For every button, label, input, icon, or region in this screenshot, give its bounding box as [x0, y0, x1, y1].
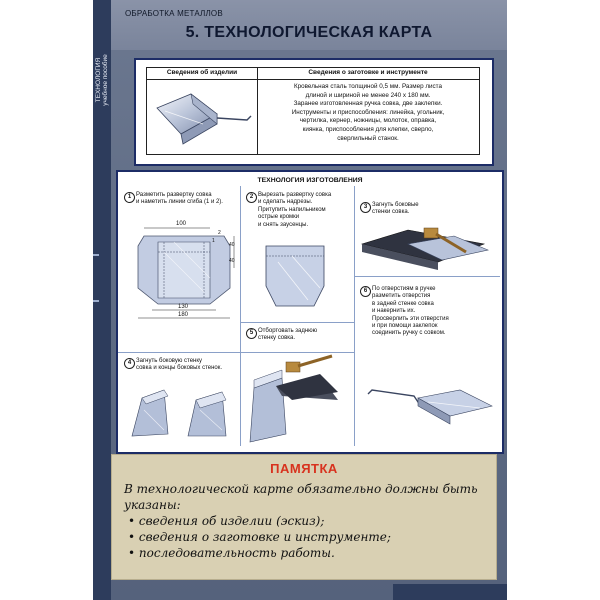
step-line: и наметить линии сгиба (1 и 2).	[136, 199, 223, 206]
poster	[93, 0, 507, 600]
memo-intro: В технологической карте обязательно должны быть указаны:	[124, 482, 478, 512]
fold-line-1: 1	[212, 238, 215, 244]
info-line: длиной и шириной не менее 240 x 180 мм.	[305, 91, 431, 99]
step-number-5: 5	[246, 328, 257, 339]
step-text-6	[372, 286, 500, 338]
grid-divider	[354, 276, 500, 277]
step-number-2: 2	[246, 192, 257, 203]
material-info	[263, 83, 473, 143]
memo-bullet-text: сведения об изделии (эскиз);	[138, 514, 325, 528]
step-text-5	[258, 328, 352, 343]
memo-body	[124, 481, 486, 561]
info-line: Инструменты и приспособления: линейка, угольник,	[291, 108, 445, 116]
side-label-line2: учебное пособие	[102, 54, 110, 106]
step-text-2	[258, 192, 354, 229]
memo-bullet-text: последовательность работы.	[138, 546, 335, 560]
memo-bullet-text: сведения о заготовке и инструменте;	[138, 530, 391, 544]
step-line: и снять заусенцы.	[258, 221, 309, 228]
bending-drawing	[358, 222, 498, 276]
step-number-6: 6	[360, 286, 371, 297]
step-line: Разметить развертку совка	[136, 192, 212, 198]
fold-line-2: 2	[218, 230, 221, 236]
cut-blank-drawing	[258, 242, 348, 320]
info-table	[146, 67, 480, 155]
side-wall-drawing	[124, 380, 236, 446]
page-title: 5. ТЕХНОЛОГИЧЕСКАЯ КАРТА	[185, 24, 433, 41]
memo-bullet: • сведения о заготовке и инструменте;	[128, 530, 391, 544]
step-line: стенки совка.	[372, 209, 410, 216]
step-line: острые кромки	[258, 214, 300, 221]
grid-divider	[240, 322, 241, 446]
development-drawing	[134, 212, 240, 322]
side-label-line1: ТЕХНОЛОГИЯ	[95, 57, 103, 103]
step-number-4: 4	[124, 358, 135, 369]
bottom-bar	[393, 584, 507, 600]
step-text-1	[136, 192, 240, 207]
step-text-3	[372, 202, 498, 217]
step-line: соединить ручку с совком.	[372, 330, 446, 337]
table-divider	[257, 68, 258, 154]
step-line: Просверлить эти отверстия	[372, 315, 449, 322]
info-line: чертилка, кернер, ножницы, молоток, оправка,	[299, 117, 437, 125]
info-line: Кровельная сталь толщиной 0,5 мм. Размер листа	[293, 83, 442, 90]
info-table-header	[147, 68, 479, 80]
step-line: и при помощи заклепок	[372, 323, 438, 330]
assembled-scoop-drawing	[362, 372, 498, 432]
side-tick	[93, 254, 99, 256]
col-material-header: Сведения о заготовке и инструменте	[308, 69, 428, 76]
step-line: Загнуть боковую стенку	[136, 358, 203, 364]
info-line: киянка, приспособления для клепки, сверло,	[302, 125, 434, 133]
memo-box	[111, 454, 497, 580]
dim-40a: 40	[229, 242, 235, 248]
technology-title: ТЕХНОЛОГИЯ ИЗГОТОВЛЕНИЯ	[257, 177, 363, 184]
side-label	[94, 20, 110, 140]
info-panel	[134, 58, 494, 166]
grid-divider	[354, 186, 355, 446]
memo-title: ПАМЯТКА	[270, 461, 338, 476]
technology-panel	[116, 170, 504, 454]
info-line: сверлильный станок.	[337, 134, 399, 142]
dim-130: 130	[178, 304, 189, 310]
step-line: совка и концы боковых стенок.	[136, 365, 223, 372]
step-line: разметить отверстия	[372, 293, 431, 300]
step-line: По отверстиям в ручке	[372, 286, 436, 292]
step-line: и сделать надрезы.	[258, 199, 313, 206]
grid-divider	[240, 322, 354, 323]
dim-180: 180	[178, 312, 189, 318]
section-label: ОБРАБОТКА МЕТАЛЛОВ	[125, 9, 223, 18]
step-number-1: 1	[124, 192, 135, 203]
memo-bullet: • последовательность работы.	[128, 546, 335, 560]
side-strip	[93, 0, 111, 600]
step-line: Отбортовать заднюю	[258, 328, 318, 334]
step-number-3: 3	[360, 202, 371, 213]
memo-bullet: • сведения об изделии (эскиз);	[128, 514, 325, 528]
step-line: и накернить их.	[372, 308, 416, 315]
col-product-header: Сведения об изделии	[166, 69, 238, 76]
step-line: Притупить напильником	[258, 206, 326, 213]
step-text-4	[136, 358, 240, 373]
scoop-illustration	[151, 84, 255, 152]
flanging-drawing	[242, 348, 352, 448]
step-line: Вырезать развертку совка	[258, 192, 332, 198]
info-line: Заранее изготовленная ручка совка, две заклепки.	[293, 100, 443, 108]
step-line: Загнуть боковые	[372, 202, 419, 208]
dim-40b: 40	[229, 258, 235, 264]
step-line: в задней стенке совка	[372, 300, 434, 307]
step-line: стенку совка.	[258, 335, 296, 342]
dim-100: 100	[176, 221, 187, 227]
side-tick	[93, 300, 99, 302]
